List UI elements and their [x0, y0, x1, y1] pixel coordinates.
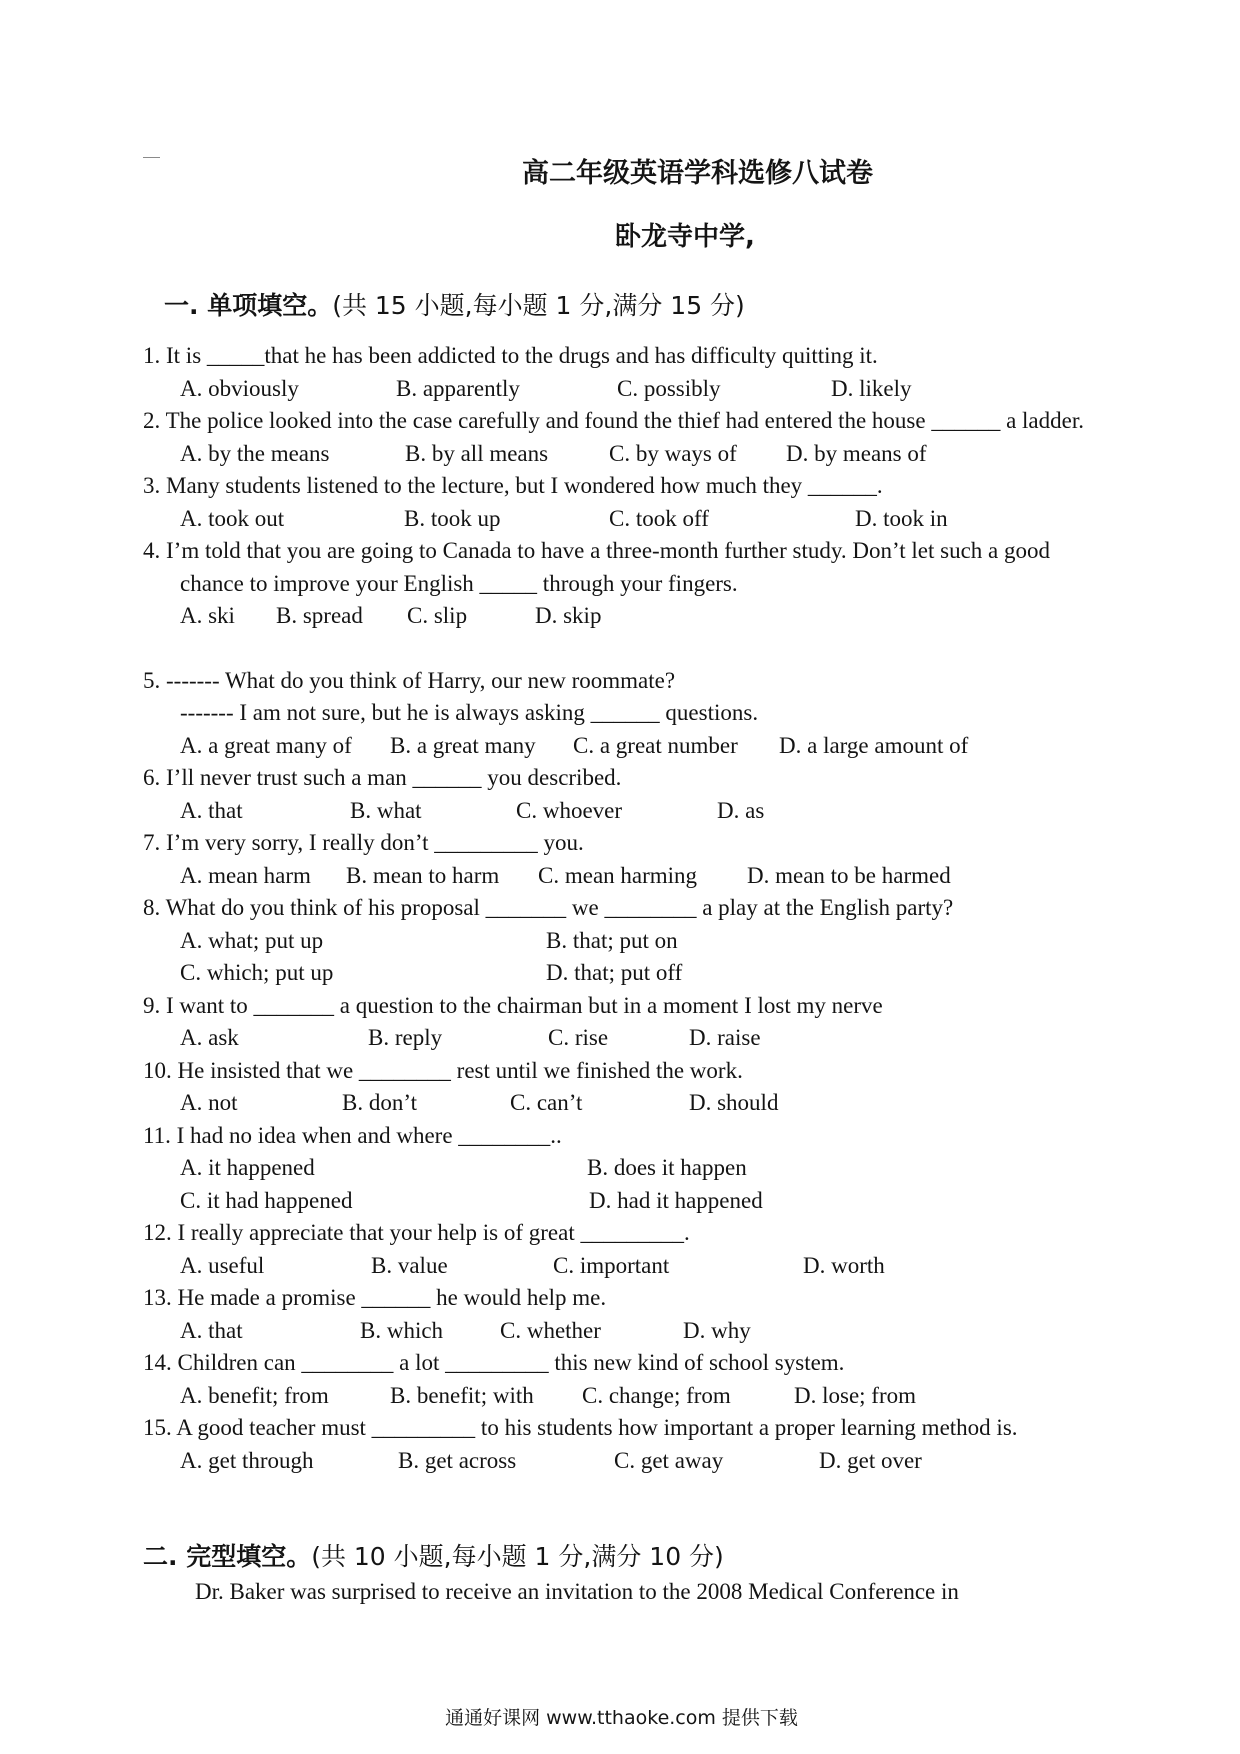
option-c: C. possibly — [617, 375, 721, 401]
option-row — [0, 1250, 1240, 1283]
section-1-title: 一. 单项填空。 — [164, 291, 333, 320]
question-10 — [0, 1055, 1240, 1120]
option-b: B. does it happen — [587, 1155, 747, 1180]
question-stem: 5. ------- What do you think of Harry, our new roommate? — [143, 667, 676, 693]
option-b: B. benefit; with — [390, 1382, 534, 1408]
question-8 — [0, 892, 1240, 990]
option-b: B. what — [350, 797, 422, 823]
option-a: A. a great many of — [180, 732, 352, 758]
question-stem: 11. I had no idea when and where ________.. — [143, 1122, 562, 1148]
question-list — [0, 340, 1240, 1477]
question-7 — [0, 827, 1240, 892]
option-d: D. worth — [803, 1252, 885, 1278]
option-d: D. that; put off — [546, 960, 683, 985]
option-row — [0, 1152, 1240, 1185]
option-c: C. it had happened — [180, 1187, 353, 1213]
option-b: B. which — [360, 1317, 444, 1343]
option-a: A. that — [180, 1317, 243, 1343]
question-stem: 9. I want to _______ a question to the chairman but in a moment I lost my nerve — [143, 992, 883, 1018]
option-row — [0, 1380, 1240, 1413]
question-stem: 1. It is _____that he has been addicted to the drugs and has difficulty quitting it. — [143, 343, 878, 368]
question-stem: 8. What do you think of his proposal _______ we ________ a play at the English party? — [143, 895, 954, 920]
option-row — [0, 957, 1240, 990]
option-c: C. get away — [614, 1447, 724, 1473]
question-11 — [0, 1120, 1240, 1218]
option-c: C. mean harming — [538, 862, 698, 888]
question-15 — [0, 1412, 1240, 1477]
option-a: A. that — [180, 797, 243, 823]
question-stem: 7. I’m very sorry, I really don’t _________ you. — [143, 830, 584, 855]
option-row — [0, 1315, 1240, 1348]
option-row — [0, 795, 1240, 828]
option-a: A. what; put up — [180, 927, 324, 953]
option-row — [0, 438, 1240, 471]
question-14 — [0, 1347, 1240, 1412]
option-a: A. ski — [180, 603, 235, 628]
option-c: C. important — [553, 1252, 670, 1278]
question-reply: ------- I am not sure, but he is always asking ______ questions. — [180, 700, 759, 725]
option-c: C. change; from — [582, 1382, 731, 1408]
spacer — [0, 633, 1240, 665]
option-b: B. value — [371, 1252, 448, 1278]
question-stem: 13. He made a promise ______ he would help me. — [143, 1285, 607, 1310]
option-c: C. can’t — [510, 1090, 583, 1115]
question-13 — [0, 1282, 1240, 1347]
school-name: 卧龙寺中学, — [615, 222, 755, 252]
section-1-note: (共 15 小题,每小题 1 分,满分 15 分) — [332, 291, 745, 320]
option-a: A. ask — [180, 1025, 239, 1050]
section-1-heading — [164, 290, 745, 322]
option-c: C. rise — [548, 1025, 609, 1050]
option-b: B. mean to harm — [346, 862, 500, 888]
option-a: A. by the means — [180, 440, 330, 466]
option-c: C. whoever — [516, 797, 623, 823]
option-b: B. by all means — [405, 440, 549, 466]
section-2-note: (共 10 小题,每小题 1 分,满分 10 分) — [311, 1542, 724, 1571]
question-stem: 3. Many students listened to the lecture, but I wondered how much they ______. — [143, 473, 883, 498]
option-a: A. useful — [180, 1252, 265, 1278]
option-b: B. spread — [276, 603, 363, 628]
option-c: C. slip — [407, 603, 468, 628]
option-d: D. likely — [831, 375, 912, 401]
option-b: B. reply — [368, 1025, 443, 1050]
question-3 — [0, 470, 1240, 535]
question-stem: 15. A good teacher must _________ to his students how important a proper learning method is. — [143, 1415, 1018, 1440]
option-b: B. took up — [404, 505, 501, 531]
option-c: C. took off — [609, 505, 709, 531]
option-c: C. a great number — [573, 732, 738, 758]
question-2 — [0, 405, 1240, 470]
question-12 — [0, 1217, 1240, 1282]
option-row — [0, 1087, 1240, 1120]
option-d: D. lose; from — [794, 1382, 917, 1408]
question-stem: 10. He insisted that we ________ rest until we finished the work. — [143, 1057, 743, 1083]
option-a: A. obviously — [180, 375, 299, 401]
option-row — [0, 600, 1240, 633]
option-d: D. mean to be harmed — [747, 862, 951, 888]
option-row — [0, 730, 1240, 763]
question-4 — [0, 535, 1240, 633]
option-c: C. whether — [500, 1317, 601, 1343]
option-d: D. had it happened — [589, 1187, 763, 1213]
page-footer: 通通好课网 www.tthaoke.com 提供下载 — [445, 1707, 798, 1729]
option-a: A. get through — [180, 1447, 314, 1473]
option-b: B. apparently — [396, 375, 520, 401]
option-d: D. raise — [689, 1025, 761, 1050]
question-stem: 6. I’ll never trust such a man ______ you described. — [143, 765, 622, 790]
cloze-passage: Dr. Baker was surprised to receive an invitation to the 2008 Medical Conference in — [195, 1579, 959, 1604]
option-d: D. as — [717, 797, 765, 823]
option-row — [0, 503, 1240, 536]
option-d: D. a large amount of — [779, 732, 969, 758]
question-9 — [0, 990, 1240, 1055]
question-1 — [0, 340, 1240, 405]
option-a: A. benefit; from — [180, 1382, 329, 1408]
question-stem: 4. I’m told that you are going to Canada to have a three-month further study. Don’t let such a good chance to improve your English _____ through your fingers. — [143, 538, 1050, 596]
option-d: D. should — [689, 1090, 779, 1115]
option-row — [0, 1185, 1240, 1218]
option-b: B. don’t — [342, 1090, 417, 1115]
question-stem: 2. The police looked into the case carefully and found the thief had entered the house ______ a ladder. — [143, 408, 1084, 433]
question-stem: 12. I really appreciate that your help is of great _________. — [143, 1220, 690, 1245]
option-d: D. get over — [819, 1447, 922, 1473]
option-b: B. a great many — [390, 732, 536, 758]
question-6 — [0, 762, 1240, 827]
option-d: D. by means of — [786, 440, 927, 466]
option-c: C. by ways of — [609, 440, 737, 466]
option-a: A. it happened — [180, 1155, 315, 1180]
option-b: B. get across — [398, 1447, 517, 1473]
option-row — [0, 925, 1240, 958]
option-d: D. took in — [855, 505, 948, 531]
question-stem: 14. Children can ________ a lot _________ this new kind of school system. — [143, 1350, 845, 1375]
question-5 — [0, 665, 1240, 763]
option-d: D. why — [683, 1317, 751, 1343]
option-row — [0, 1022, 1240, 1055]
option-b: B. that; put on — [546, 927, 678, 953]
option-d: D. skip — [535, 603, 602, 628]
option-a: A. took out — [180, 505, 285, 531]
exam-title: 高二年级英语学科选修八试卷 — [522, 158, 873, 189]
section-2-title: 二. 完型填空。 — [143, 1542, 312, 1571]
option-row — [0, 860, 1240, 893]
option-c: C. which; put up — [180, 960, 334, 985]
option-a: A. not — [180, 1090, 238, 1115]
section-2-heading — [143, 1541, 724, 1573]
option-a: A. mean harm — [180, 862, 311, 888]
option-row — [0, 373, 1240, 406]
option-row — [0, 1445, 1240, 1478]
